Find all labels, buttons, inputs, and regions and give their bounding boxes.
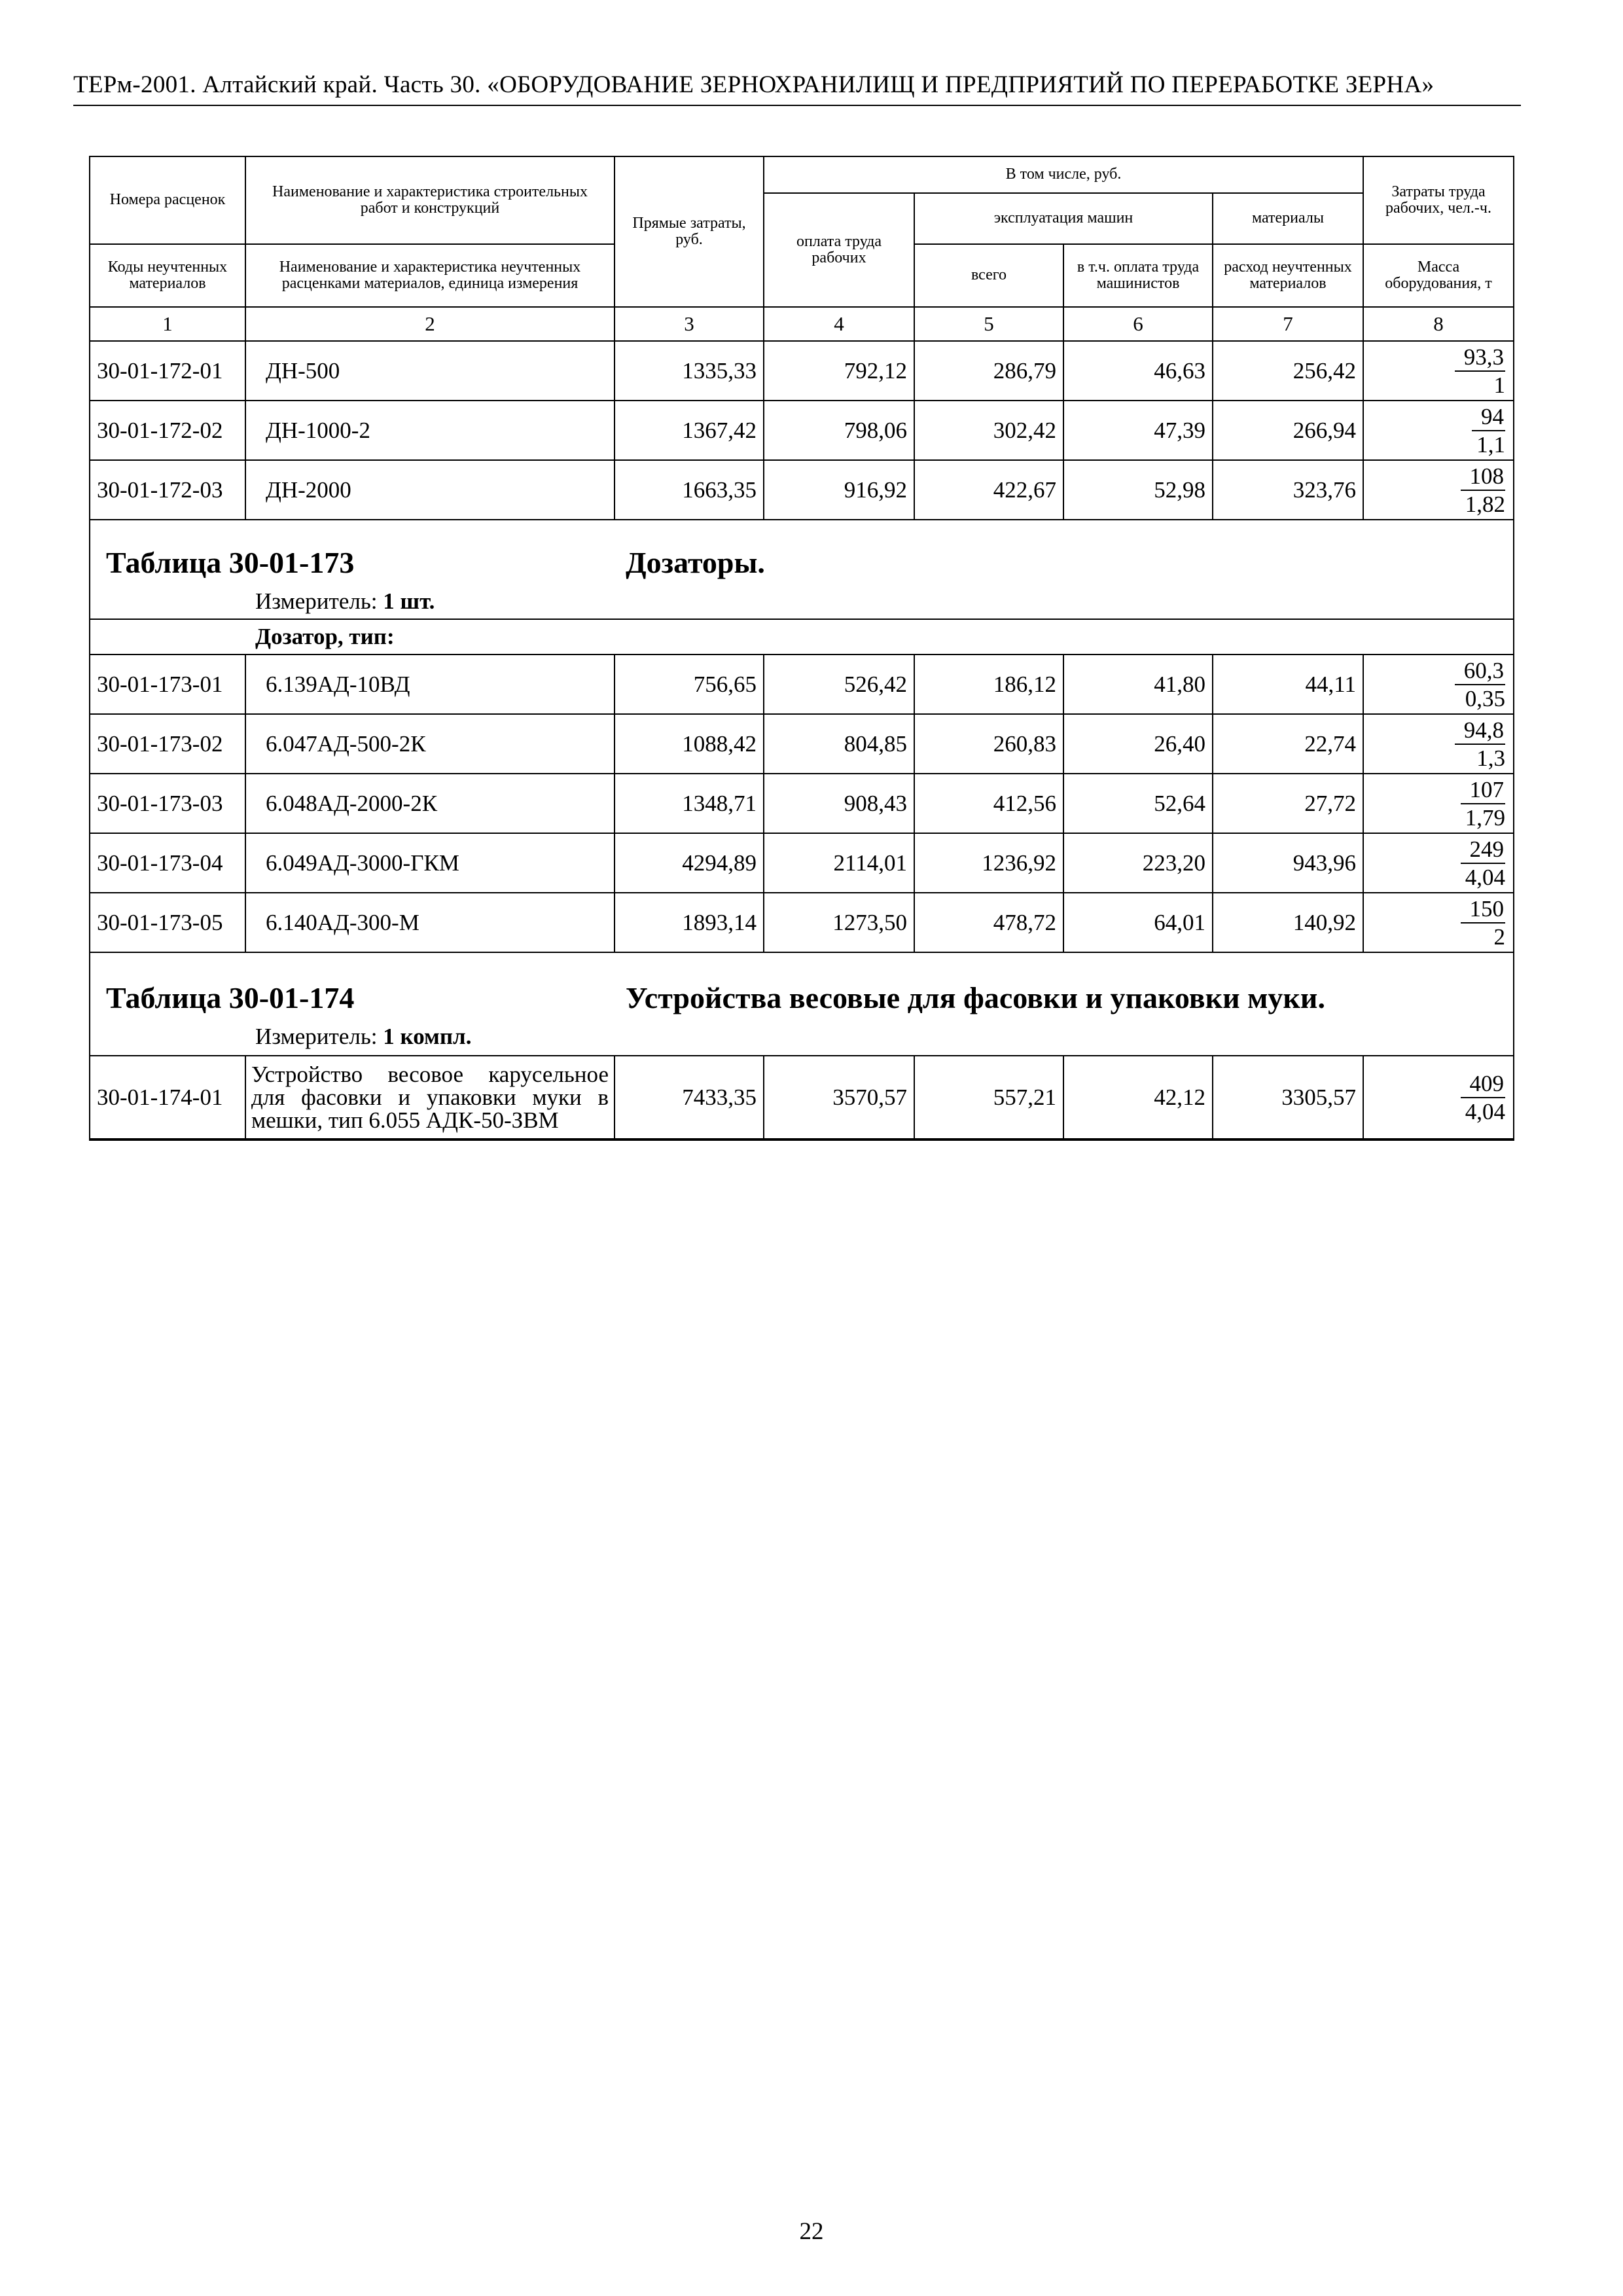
table-row: [90, 893, 1514, 952]
operators-pay: 52,64: [1063, 774, 1213, 833]
materials: 44,11: [1213, 655, 1363, 714]
materials: 22,74: [1213, 714, 1363, 774]
direct-costs: 7433,35: [615, 1056, 764, 1139]
column-number: 2: [245, 307, 615, 341]
table-row: [90, 341, 1514, 401]
meter-value: 1 компл.: [383, 1024, 472, 1049]
labor-mass-fraction: [1363, 1056, 1514, 1139]
table-row: [90, 401, 1514, 460]
labor-mass-fraction: [1363, 774, 1514, 833]
labor-pay: 804,85: [764, 714, 914, 774]
labor-pay: 908,43: [764, 774, 914, 833]
materials: 3305,57: [1213, 1056, 1363, 1139]
header-row-1: [90, 156, 1514, 193]
operators-pay: 52,98: [1063, 460, 1213, 520]
labor-hours: 107: [1461, 778, 1506, 804]
machine-total: 302,42: [914, 401, 1063, 460]
machine-total: 412,56: [914, 774, 1063, 833]
rate-name: 6.048АД-2000-2К: [245, 774, 615, 833]
machine-total: 557,21: [914, 1056, 1063, 1139]
labor-mass-fraction: [1363, 341, 1514, 401]
table-title: Таблица 30-01-174: [106, 981, 355, 1014]
header-labor-costs: Затраты труда рабочих, чел.-ч.: [1363, 156, 1514, 244]
meter-label: Измеритель:: [255, 1024, 378, 1049]
labor-mass-fraction: [1363, 833, 1514, 893]
meter-value: 1 шт.: [383, 588, 435, 614]
rate-code: 30-01-172-03: [90, 460, 245, 520]
materials: 256,42: [1213, 341, 1363, 401]
equipment-mass: 1,3: [1476, 745, 1505, 771]
direct-costs: 1893,14: [615, 893, 764, 952]
materials: 27,72: [1213, 774, 1363, 833]
meter-label: Измеритель:: [255, 588, 378, 614]
direct-costs: 1663,35: [615, 460, 764, 520]
column-number: 1: [90, 307, 245, 341]
equipment-mass: 4,04: [1465, 1098, 1505, 1124]
labor-mass-fraction: [1363, 714, 1514, 774]
column-number: 5: [914, 307, 1063, 341]
operators-pay: 64,01: [1063, 893, 1213, 952]
direct-costs: 4294,89: [615, 833, 764, 893]
table-row: [90, 833, 1514, 893]
rate-code: 30-01-172-02: [90, 401, 245, 460]
rate-code: 30-01-173-03: [90, 774, 245, 833]
section-heading-row: [90, 952, 1514, 1056]
operators-pay: 46,63: [1063, 341, 1213, 401]
materials: 323,76: [1213, 460, 1363, 520]
operators-pay: 26,40: [1063, 714, 1213, 774]
table-meter: [255, 1024, 471, 1050]
page-number: 22: [799, 2218, 824, 2245]
table-description: Дозаторы.: [626, 546, 765, 579]
labor-hours: 94,8: [1455, 719, 1505, 745]
header-labor-pay: оплата труда рабочих: [764, 193, 914, 307]
operators-pay: 42,12: [1063, 1056, 1213, 1139]
materials: 140,92: [1213, 893, 1363, 952]
equipment-mass: 1: [1493, 372, 1505, 398]
equipment-mass: 0,35: [1465, 685, 1505, 711]
rate-code: 30-01-173-04: [90, 833, 245, 893]
rate-code: 30-01-174-01: [90, 1056, 245, 1139]
column-number: 7: [1213, 307, 1363, 341]
machine-total: 260,83: [914, 714, 1063, 774]
machine-total: 186,12: [914, 655, 1063, 714]
machine-total: 1236,92: [914, 833, 1063, 893]
operators-pay: 47,39: [1063, 401, 1213, 460]
labor-hours: 60,3: [1455, 659, 1505, 685]
labor-hours: 150: [1461, 897, 1506, 924]
rate-name: 6.049АД-3000-ГКМ: [245, 833, 615, 893]
direct-costs: 756,65: [615, 655, 764, 714]
labor-pay: 792,12: [764, 341, 914, 401]
table-row: [90, 714, 1514, 774]
machine-total: 286,79: [914, 341, 1063, 401]
operators-pay: 223,20: [1063, 833, 1213, 893]
operators-pay: 41,80: [1063, 655, 1213, 714]
labor-mass-fraction: [1363, 460, 1514, 520]
machine-total: 478,72: [914, 893, 1063, 952]
rate-code: 30-01-172-01: [90, 341, 245, 401]
direct-costs: 1088,42: [615, 714, 764, 774]
labor-mass-fraction: [1363, 401, 1514, 460]
table-row: [90, 655, 1514, 714]
table-row: [90, 1056, 1514, 1139]
materials: 266,94: [1213, 401, 1363, 460]
column-numbers-row: [90, 307, 1514, 341]
section-heading: [90, 952, 1514, 1056]
rate-name: 6.139АД-10ВД: [245, 655, 615, 714]
rates-table: [89, 156, 1514, 1141]
equipment-mass: 1,1: [1476, 431, 1505, 457]
direct-costs: 1348,71: [615, 774, 764, 833]
equipment-mass: 1,79: [1465, 804, 1505, 831]
rate-code: 30-01-173-01: [90, 655, 245, 714]
labor-hours: 93,3: [1455, 346, 1505, 372]
labor-pay: 2114,01: [764, 833, 914, 893]
machine-total: 422,67: [914, 460, 1063, 520]
labor-pay: 1273,50: [764, 893, 914, 952]
rate-name: ДН-1000-2: [245, 401, 615, 460]
column-number: 3: [615, 307, 764, 341]
equipment-mass: 4,04: [1465, 864, 1505, 890]
subheading-row: [90, 619, 1514, 655]
header-rule: [73, 105, 1521, 106]
labor-mass-fraction: [1363, 893, 1514, 952]
table-row: [90, 774, 1514, 833]
labor-hours: 108: [1461, 465, 1506, 491]
header-machine-total: всего: [914, 244, 1063, 307]
rate-name: 6.047АД-500-2К: [245, 714, 615, 774]
labor-pay: 798,06: [764, 401, 914, 460]
table-description: Устройства весовые для фасовки и упаковки муки.: [626, 981, 1325, 1014]
rate-name: ДН-2000: [245, 460, 615, 520]
labor-pay: 3570,57: [764, 1056, 914, 1139]
direct-costs: 1367,42: [615, 401, 764, 460]
column-number: 6: [1063, 307, 1213, 341]
rate-code: 30-01-173-05: [90, 893, 245, 952]
equipment-mass: 1,82: [1465, 491, 1505, 517]
subheading: Дозатор, тип:: [90, 619, 1514, 655]
labor-hours: 409: [1461, 1072, 1506, 1098]
header-material-codes: Коды неучтенных материалов: [90, 244, 245, 307]
equipment-mass: 2: [1493, 924, 1505, 950]
header-materials-consumption: расход неучтенных материалов: [1213, 244, 1363, 307]
labor-mass-fraction: [1363, 655, 1514, 714]
header-direct-costs: Прямые затраты, руб.: [615, 156, 764, 307]
header-machine-operation: эксплуатация машин: [914, 193, 1213, 244]
column-number: 4: [764, 307, 914, 341]
rate-code: 30-01-173-02: [90, 714, 245, 774]
header-rate-numbers: Номера расценок: [90, 156, 245, 244]
table-row: [90, 460, 1514, 520]
column-number: 8: [1363, 307, 1514, 341]
header-material-name: Наименование и характеристика неучтенных расценками материалов, единица измерения: [245, 244, 615, 307]
labor-hours: 249: [1461, 838, 1506, 864]
section-heading-row: [90, 520, 1514, 619]
labor-hours: 94: [1472, 405, 1505, 431]
header-equipment-mass: Масса оборудования, т: [1363, 244, 1514, 307]
header-work-name: Наименование и характеристика строительных работ и конструкций: [245, 156, 615, 244]
rate-name: Устройство весовое карусельное для фасовки и упаковки муки в мешки, тип 6.055 АДК-50-ЗВМ: [245, 1056, 615, 1139]
labor-pay: 916,92: [764, 460, 914, 520]
running-header: ТЕРм-2001. Алтайский край. Часть 30. «ОБОРУДОВАНИЕ ЗЕРНОХРАНИЛИЩ И ПРЕДПРИЯТИЙ ПО ПЕРЕРАБОТКЕ ЗЕРНА»: [73, 71, 1435, 98]
section-heading: [90, 520, 1514, 619]
table-meter: [255, 588, 435, 615]
header-operators-pay: в т.ч. оплата труда машинистов: [1063, 244, 1213, 307]
materials: 943,96: [1213, 833, 1363, 893]
header-including: В том числе, руб.: [764, 156, 1363, 193]
rate-name: 6.140АД-300-М: [245, 893, 615, 952]
table-title: Таблица 30-01-173: [106, 546, 355, 579]
labor-pay: 526,42: [764, 655, 914, 714]
header-materials: материалы: [1213, 193, 1363, 244]
direct-costs: 1335,33: [615, 341, 764, 401]
rate-name: ДН-500: [245, 341, 615, 401]
